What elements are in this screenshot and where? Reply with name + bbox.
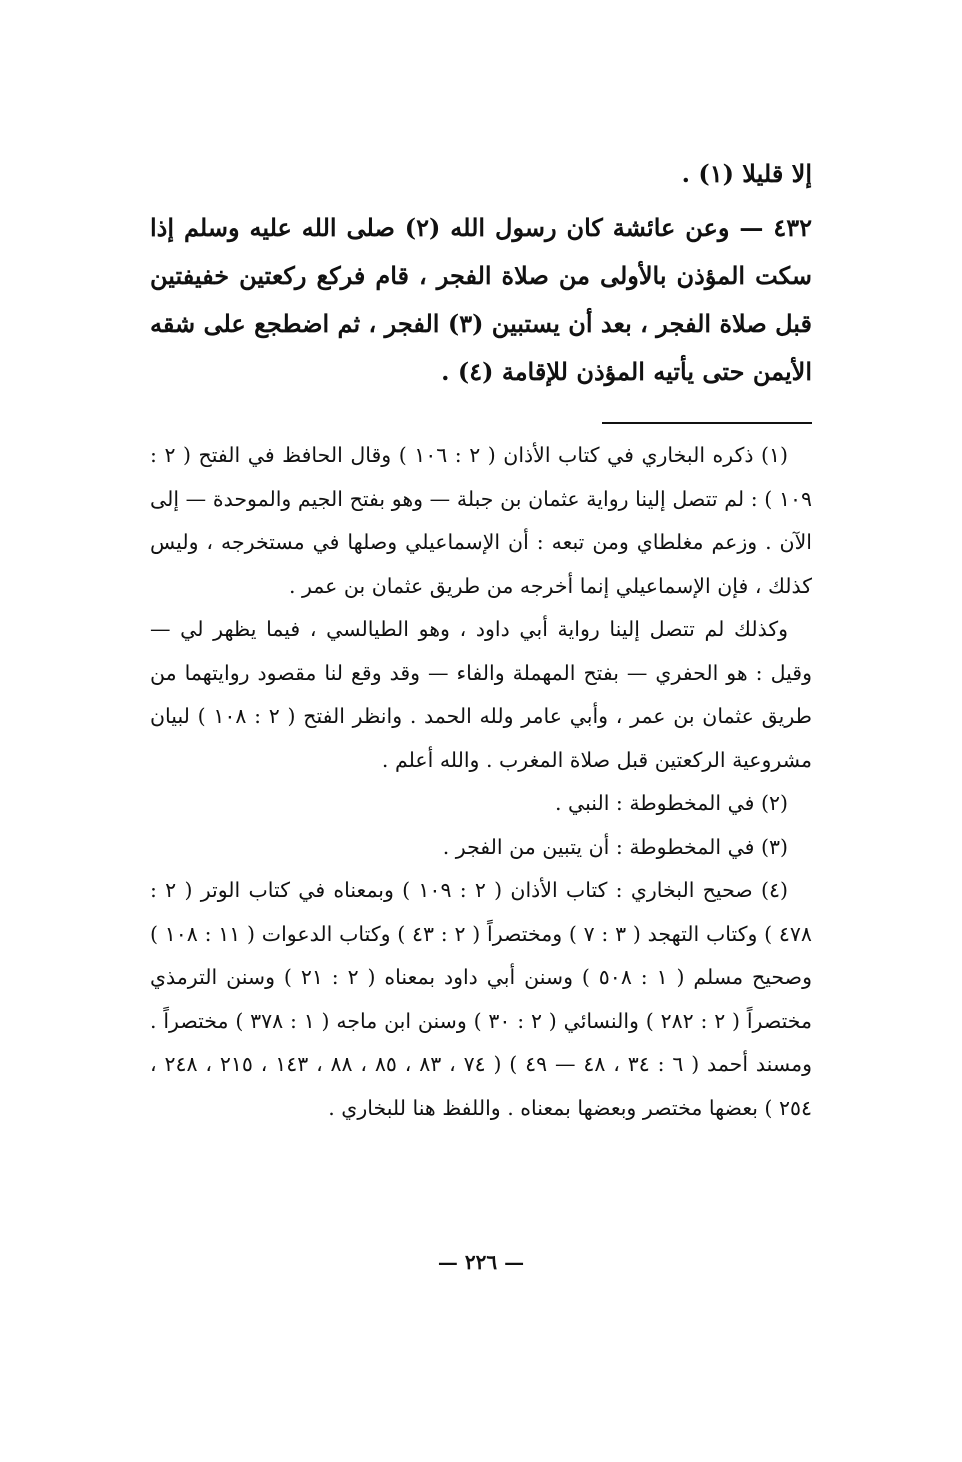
footnote-divider-wrap [150, 414, 812, 434]
page-body [150, 150, 812, 1130]
main-line-continuation: إلا قليلا (١) . [681, 159, 812, 188]
page-number: — ٢٢٦ — [437, 1250, 525, 1274]
footnotes [150, 434, 812, 1130]
hadith-paragraph: ٤٣٢ — وعن عائشة كان رسول الله (٢) صلى الله عليه وسلم إذا سكت المؤذن بالأولى من صلاة الفجر ، قام فركع ركعتين خفيفتين قبل صلاة الفجر ، بعد أن يستبين (٣) الفجر ، ثم اضطجع على شقه الأيمن حتى يأتيه المؤذن للإقامة (٤) . [150, 213, 812, 386]
footnote-4: (٤) صحيح البخاري : كتاب الأذان ( ٢ : ١٠٩ ) وبمعناه في كتاب الوتر ( ٢ : ٤٧٨ ) وكتاب التهجد ( ٣ : ٧ ) ومختصراً ( ٢ : ٤٣ ) وكتاب الدعوات ( ١١ : ١٠٨ ) وصحيح مسلم ( ١ : ٥٠٨ ) وسنن أبي داود بمعناه ( ٢ : ٢١ ) وسنن الترمذي مختصراً ( ٢ : ٢٨٢ ) والنسائي ( ٢ : ٣٠ ) وسنن ابن ماجه ( ١ : ٣٧٨ ) مختصراً . ومسند أحمد ( ٦ : ٣٤ ، ٤٨ — ٤٩ ) ( ٧٤ ، ٨٣ ، ٨٥ ، ٨٨ ، ١٤٣ ، ٢١٥ ، ٢٤٨ ، ٢٥٤ ) بعضها مختصر وبعضها بمعناه . واللفظ هنا للبخاري . [150, 878, 813, 1120]
footnote-2: (٢) في المخطوطة : النبي . [554, 791, 788, 815]
main-text [150, 150, 812, 396]
footnote-1-continued: وكذلك لم تتصل إلينا رواية أبي داود ، وهو الطيالسي ، فيما يظهر لي — وقيل : هو الحفري — بفتح المهملة والفاء — وقد وقع لنا مقصود روايتهما من طريق عثمان بن عمر ، وأبي عامر ولله الحمد . وانظر الفتح ( ٢ : ١٠٨ ) لبيان مشروعية الركعتين قبل صلاة المغرب . والله أعلم . [150, 617, 812, 772]
footnote-3: (٣) في المخطوطة : أن يتبين من الفجر . [442, 834, 788, 859]
footnote-divider [602, 422, 812, 424]
footnote-1: (١) ذكره البخاري في كتاب الأذان ( ٢ : ١٠٦ ) وقال الحافظ في الفتح ( ٢ : ١٠٩ ) : لم تتصل إلينا رواية عثمان بن جبلة — وهو بفتح الجيم والموحدة — إلى الآن . وزعم مغلطاي ومن تبعه : أن الإسماعيلي وصلها في مستخرجه ، وليس كذلك ، فإن الإسماعيلي إنما أخرجه من طريق عثمان بن عمر . [150, 443, 812, 598]
